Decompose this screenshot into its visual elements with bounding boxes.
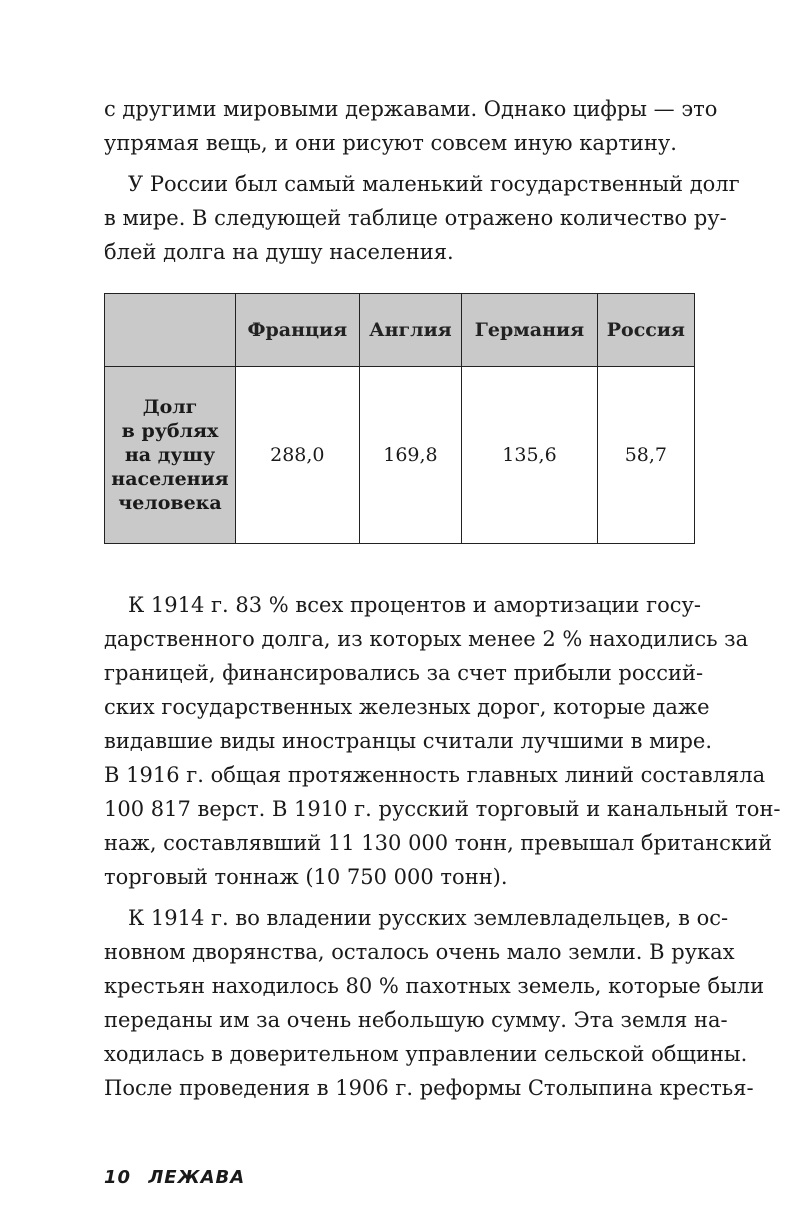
table-header-cell: Франция <box>236 294 360 367</box>
text-line: 100 817 верст. В 1910 г. русский торговый и канальный тон- <box>104 797 781 821</box>
debt-table <box>104 293 695 544</box>
table-cell: 288,0 <box>236 367 360 544</box>
row-label-cell <box>105 367 236 544</box>
row-label-line: на душу <box>124 444 216 466</box>
text-line: У России был самый маленький государственный долг <box>128 172 740 196</box>
text-line: ских государственных железных дорог, которые даже <box>104 695 710 719</box>
page-footer <box>104 1167 255 1188</box>
text-line: После проведения в 1906 г. реформы Столыпина крестья- <box>104 1076 754 1100</box>
paragraph-bottom <box>104 588 781 1105</box>
table-cell: 169,8 <box>359 367 462 544</box>
text-line: с другими мировыми державами. Однако цифры — это <box>104 97 718 121</box>
row-label-line: населения <box>111 468 229 490</box>
table-header-row <box>105 294 695 367</box>
row-label-line: человека <box>118 492 222 514</box>
text-line: В 1916 г. общая протяженность главных линий составляла <box>104 763 766 787</box>
row-label-line: Долг <box>142 396 198 418</box>
table-row <box>105 367 695 544</box>
text-line: переданы им за очень небольшую сумму. Эта земля на- <box>104 1008 728 1032</box>
text-line: К 1914 г. во владении русских землевладельцев, в ос- <box>128 906 729 930</box>
table-header-cell: Россия <box>597 294 694 367</box>
table-cell: 135,6 <box>462 367 597 544</box>
text-line: К 1914 г. 83 % всех процентов и амортизации госу- <box>128 593 701 617</box>
text-line: торговый тоннаж (10 750 000 тонн). <box>104 865 508 889</box>
running-title: ЛЕЖАВА <box>148 1167 246 1188</box>
text-line: наж, составлявший 11 130 000 тонн, превышал британский <box>104 831 772 855</box>
text-line: крестьян находилось 80 % пахотных земель, которые были <box>104 974 765 998</box>
text-line: упрямая вещь, и они рисуют совсем иную картину. <box>104 131 677 155</box>
paragraph-top <box>104 92 740 269</box>
text-line: границей, финансировались за счет прибыли россий- <box>104 661 704 685</box>
row-label-line: в рублях <box>121 420 219 442</box>
table-header-cell: Англия <box>359 294 462 367</box>
page-number: 10 <box>104 1167 132 1188</box>
text-line: блей долга на душу населения. <box>104 240 454 264</box>
table-corner-cell <box>105 294 236 367</box>
text-line: ходилась в доверительном управлении сельской общины. <box>104 1042 748 1066</box>
text-line: новном дворянства, осталось очень мало земли. В руках <box>104 940 735 964</box>
text-line: в мире. В следующей таблице отражено количество ру- <box>104 206 727 230</box>
table-header-cell: Германия <box>462 294 597 367</box>
table-cell: 58,7 <box>597 367 694 544</box>
text-line: видавшие виды иностранцы считали лучшими в мире. <box>104 729 712 753</box>
text-line: дарственного долга, из которых менее 2 % находились за <box>104 627 749 651</box>
